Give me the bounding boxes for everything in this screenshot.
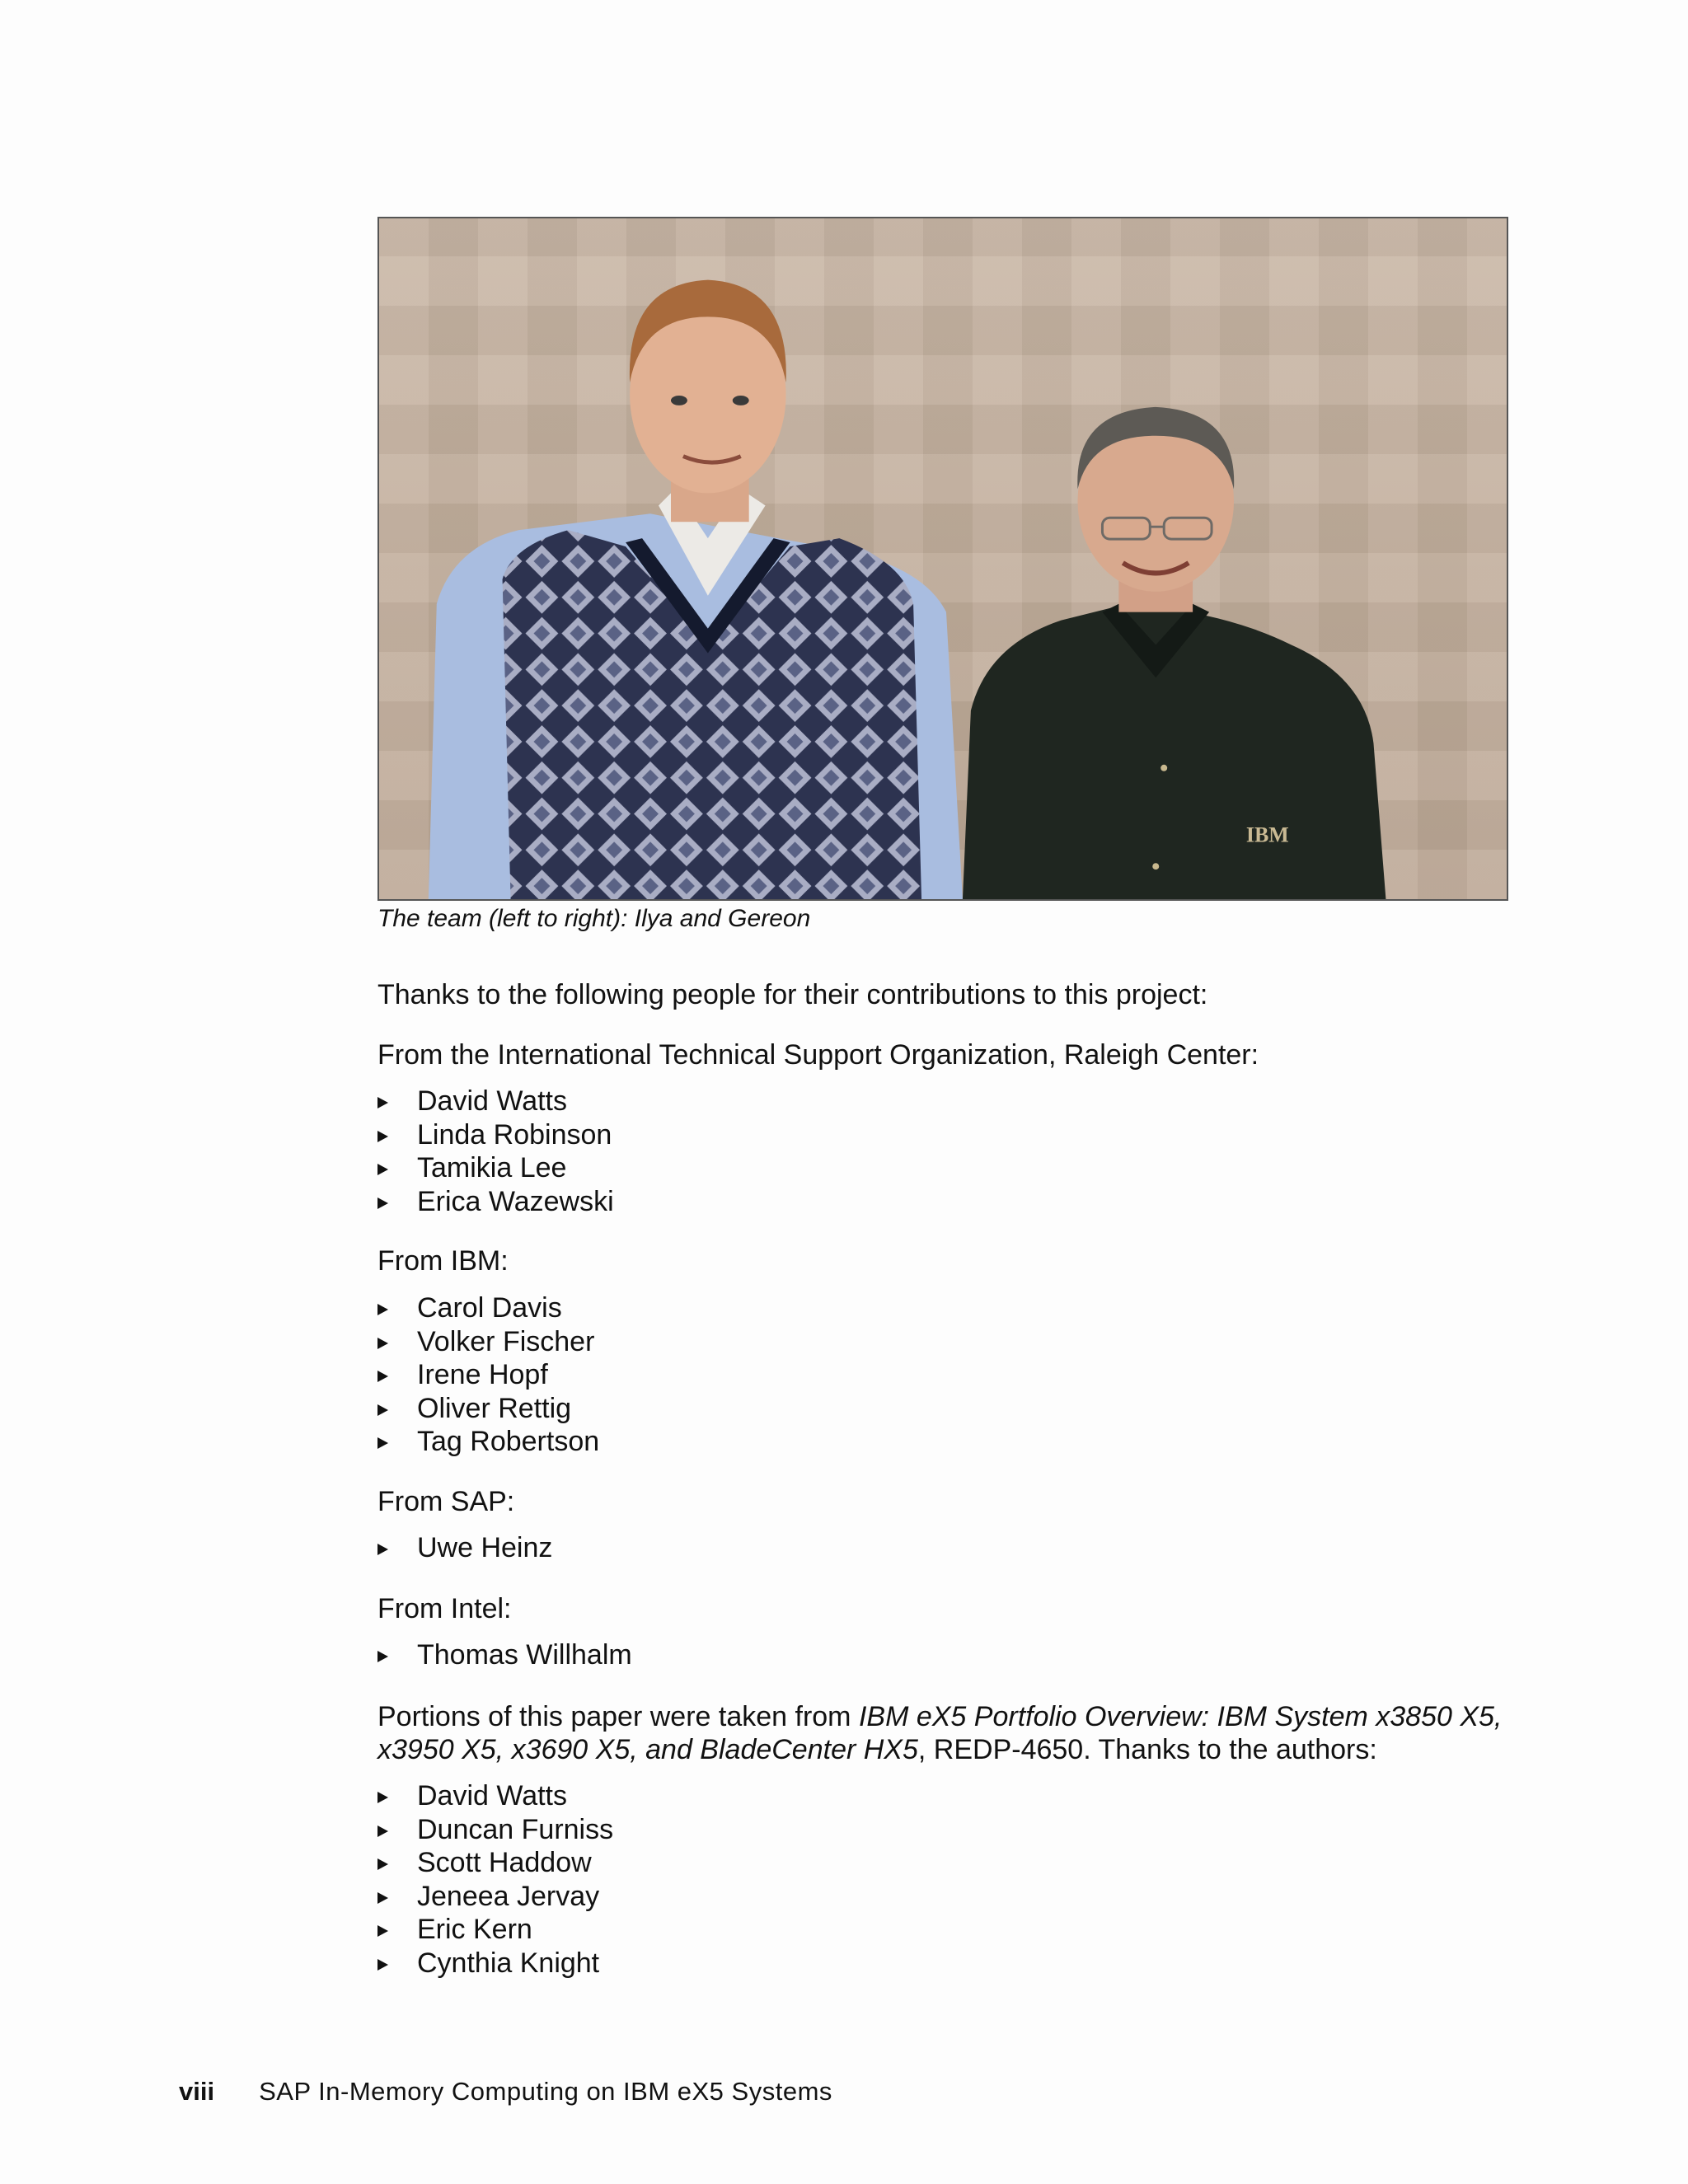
bullet-triangle-icon (377, 1304, 388, 1315)
bullet-triangle-icon (377, 1544, 388, 1555)
portions-paragraph (377, 1700, 1515, 1766)
bullet-triangle-icon (377, 1404, 388, 1416)
bullet-triangle-icon (377, 1131, 388, 1142)
bullet-triangle-icon (377, 1925, 388, 1937)
list-item: Jeneea Jervay (377, 1880, 613, 1914)
person-left (429, 280, 963, 899)
ibm-people-list (377, 1291, 599, 1459)
shirt-logo-text: IBM (1245, 823, 1289, 847)
bullet-triangle-icon (377, 1959, 388, 1971)
list-item: Uwe Heinz (377, 1531, 552, 1565)
figure-caption: The team (left to right): Ilya and Gereon (377, 905, 811, 932)
thanks-intro: Thanks to the following people for their contributions to this project: (377, 979, 1208, 1010)
bullet-triangle-icon (377, 1164, 388, 1175)
bullet-triangle-icon (377, 1825, 388, 1837)
page-footer (179, 2077, 832, 2107)
list-item: Linda Robinson (377, 1118, 614, 1152)
portions-title-line1: IBM eX5 Portfolio Overview: IBM System x3850 X5, (858, 1701, 1503, 1732)
bullet-triangle-icon (377, 1371, 388, 1382)
team-photo-illustration (379, 218, 1507, 899)
team-photo (377, 217, 1508, 901)
bullet-triangle-icon (377, 1437, 388, 1449)
bullet-triangle-icon (377, 1858, 388, 1870)
portions-suffix: , REDP-4650. Thanks to the authors: (917, 1734, 1377, 1765)
list-item: Scott Haddow (377, 1846, 613, 1880)
group-heading-ibm: From IBM: (377, 1245, 509, 1277)
list-item: David Watts (377, 1779, 613, 1813)
group-heading-itso: From the International Technical Support Organization, Raleigh Center: (377, 1039, 1259, 1071)
person-right (963, 407, 1386, 899)
bullet-triangle-icon (377, 1651, 388, 1662)
list-item: Irene Hopf (377, 1358, 599, 1392)
bullet-triangle-icon (377, 1097, 388, 1108)
bullet-triangle-icon (377, 1892, 388, 1904)
intel-people-list (377, 1638, 632, 1672)
list-item: David Watts (377, 1085, 614, 1118)
list-item: Eric Kern (377, 1913, 613, 1947)
list-item: Tamikia Lee (377, 1151, 614, 1185)
portions-people-list (377, 1779, 613, 1980)
bullet-triangle-icon (377, 1338, 388, 1349)
footer-book-title: SAP In-Memory Computing on IBM eX5 Systems (259, 2077, 832, 2106)
list-item: Thomas Willhalm (377, 1638, 632, 1672)
list-item: Carol Davis (377, 1291, 599, 1325)
list-item: Tag Robertson (377, 1425, 599, 1459)
list-item: Oliver Rettig (377, 1392, 599, 1426)
list-item: Erica Wazewski (377, 1185, 614, 1219)
sap-people-list (377, 1531, 552, 1565)
portions-title-line2: x3950 X5, x3690 X5, and BladeCenter HX5 (377, 1734, 918, 1765)
group-heading-sap: From SAP: (377, 1486, 515, 1517)
list-item: Cynthia Knight (377, 1947, 613, 1980)
group-heading-intel: From Intel: (377, 1593, 512, 1624)
list-item: Duncan Furniss (377, 1813, 613, 1847)
portions-prefix: Portions of this paper were taken from (377, 1701, 859, 1732)
itso-people-list (377, 1085, 614, 1218)
bullet-triangle-icon (377, 1197, 388, 1209)
bullet-triangle-icon (377, 1792, 388, 1803)
page-number: viii (179, 2077, 215, 2106)
list-item: Volker Fischer (377, 1325, 599, 1359)
